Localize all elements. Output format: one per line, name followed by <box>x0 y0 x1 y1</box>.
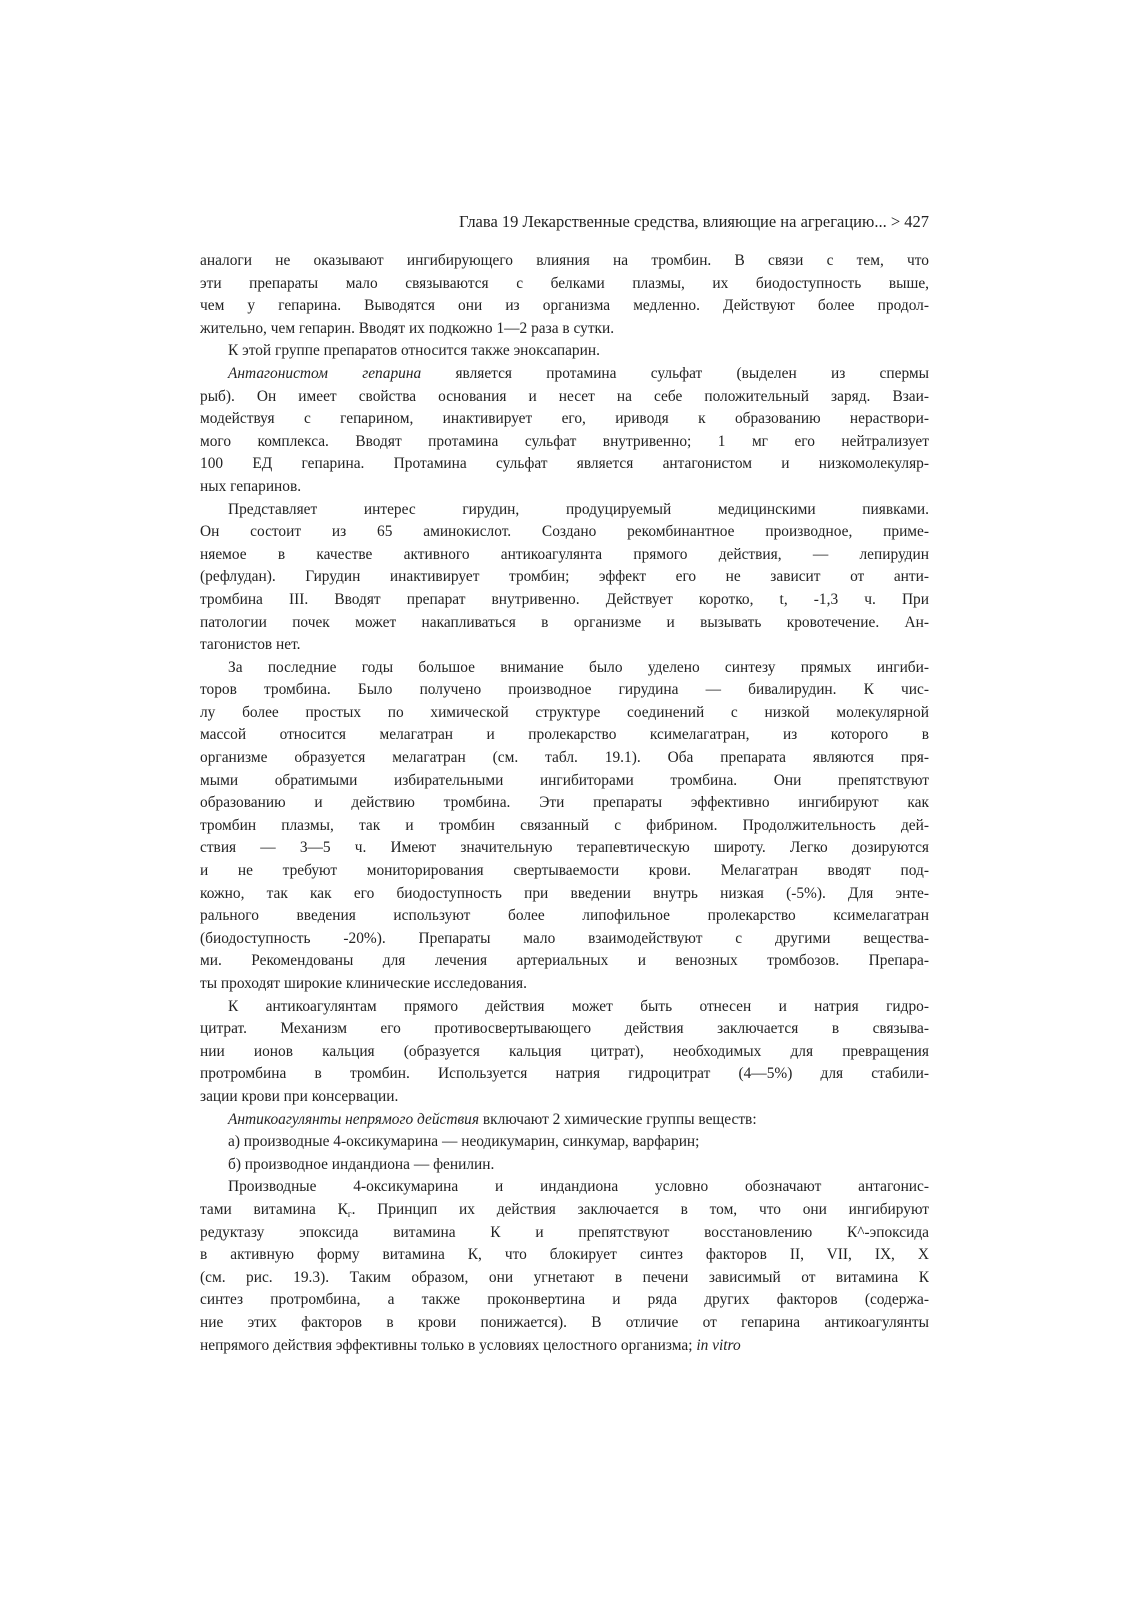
text-line: Он состоит из 65 аминокислот. Создано рекомбинантное производное, приме- <box>200 523 929 541</box>
text-line: синтез протромбина, а также проконвертина и ряда других факторов (содержа- <box>200 1291 929 1309</box>
running-header: Глава 19 Лекарственные средства, влияющие на агрегацию... > 427 <box>459 212 929 231</box>
text-line: К этой группе препаратов относится также эноксапарин. <box>228 342 600 360</box>
text-fragment: тами витамина К <box>200 1200 348 1218</box>
text-line: (см. рис. 19.3). Таким образом, они угнетают в печени зависимый от витамина К <box>200 1268 929 1286</box>
text-line: рального введения используют более липофильное пролекарство ксимелагатран <box>200 907 929 925</box>
text-line: и не требуют мониторирования свертываемости крови. Мелагатран вводят под- <box>200 862 929 880</box>
text-line: зации крови при консервации. <box>200 1087 399 1105</box>
text-line: модействуя с гепарином, инактивирует его, ириводя к образованию нераствори- <box>200 410 929 428</box>
text-line: тагонистов нет. <box>200 636 301 654</box>
text-line: протромбина в тромбин. Используется натрия гидроцитрат (4—5%) для стабили- <box>200 1065 929 1083</box>
text-line: торов тромбина. Было получено производное гирудина — бивалирудин. К чис- <box>200 681 929 699</box>
text-line <box>200 1109 929 1132</box>
text-line: Представляет интерес гирудин, продуцируемый медицинскими пиявками. <box>228 500 929 518</box>
italic-term: Антагонистом гепарина <box>228 364 422 382</box>
text-line <box>200 1199 929 1222</box>
text-fragment: включают 2 химические группы веществ: <box>479 1110 757 1128</box>
text-line: мого комплекса. Вводят протамина сульфат внутривенно; 1 мг его нейтрализует <box>200 432 929 450</box>
text-line: чем у гепарина. Выводятся они из организма медленно. Действуют более продол- <box>200 297 929 315</box>
text-line: организме образуется мелагатран (см. табл. 19.1). Оба препарата являются пря- <box>200 749 929 767</box>
text-fragment: . Принцип их действия заключается в том, что они ингибируют <box>351 1200 929 1218</box>
text-line: (биодоступность -20%). Препараты мало взаимодействуют с другими вещества- <box>200 929 929 947</box>
text-line: цитрат. Механизм его противосвертывающего действия заключается в связыва- <box>200 1020 929 1038</box>
text-line: (рефлудан). Гирудин инактивирует тромбин; эффект его не зависит от анти- <box>200 568 929 586</box>
text-line: нии ионов кальция (образуется кальция цитрат), необходимых для превращения <box>200 1042 929 1060</box>
text-line: тромбина III. Вводят препарат внутривенно. Действует коротко, t, -1,3 ч. При <box>200 590 929 608</box>
text-line: За последние годы большое внимание было уделено синтезу прямых ингиби- <box>228 658 929 676</box>
text-line: Производные 4-оксикумарина и индандиона условно обозначают антагонис- <box>228 1178 929 1196</box>
body-text <box>200 250 929 1357</box>
text-line: в активную форму витамина К, что блокирует синтез факторов II, VII, IX, X <box>200 1246 929 1264</box>
text-line: эти препараты мало связываются с белками плазмы, их биодоступность выше, <box>200 274 929 292</box>
text-line <box>200 1335 929 1358</box>
text-line: образованию и действию тромбина. Эти препараты эффективно ингибируют как <box>200 794 929 812</box>
text-line: редуктазу эпоксида витамина К и препятствуют восстановлению К^-эпоксида <box>200 1223 929 1241</box>
text-line: патологии почек может накапливаться в организме и вызывать кровотечение. Ан- <box>200 613 929 631</box>
text-line: аналоги не оказывают ингибирующего влияния на тромбин. В связи с тем, что <box>200 252 929 269</box>
text-line: К антикоагулянтам прямого действия может быть отнесен и натрия гидро- <box>228 997 929 1015</box>
text-line: ных гепаринов. <box>200 477 302 495</box>
text-line: 100 ЕД гепарина. Протамина сульфат является антагонистом и низкомолекуляр- <box>200 455 929 473</box>
text-fragment: является протамина сульфат (выделен из спермы <box>421 364 929 382</box>
text-line: тромбин плазмы, так и тромбин связанный с фибрином. Продолжительность дей- <box>200 816 929 834</box>
text-line: жительно, чем гепарин. Вводят их подкожно 1—2 раза в сутки. <box>200 319 615 337</box>
text-line: ние этих факторов в крови понижается). В отличие от гепарина антикоагулянты <box>200 1313 929 1331</box>
text-line: мыми обратимыми избирательными ингибиторами тромбина. Они препятствуют <box>200 771 929 789</box>
text-line: няемое в качестве активного антикоагулянта прямого действия, — лепирудин <box>200 545 929 563</box>
text-line: массой относится мелагатран и пролекарство ксимелагатран, из которого в <box>200 726 929 744</box>
list-item: б) производное индандиона — фенилин. <box>228 1155 495 1173</box>
text-fragment: непрямого действия эффективны только в условиях целостного организма; <box>200 1336 697 1354</box>
text-line <box>200 363 929 386</box>
text-line: рыб). Он имеет свойства основания и несет на себе положительный заряд. Взаи- <box>200 387 929 405</box>
text-line: ствия — 3—5 ч. Имеют значительную терапевтическую широту. Легко дозируются <box>200 839 929 857</box>
text-line: лу более простых по химической структуре соединений с низкой молекулярной <box>200 703 929 721</box>
text-line: ми. Рекомендованы для лечения артериальных и венозных тромбозов. Препара- <box>200 952 929 970</box>
text-line: ты проходят широкие клинические исследования. <box>200 975 527 992</box>
text-line: кожно, так как его биодоступность при введении внутрь низкая (-5%). Для энте- <box>200 884 929 902</box>
italic-term: in vitro <box>696 1336 741 1354</box>
italic-term: Антикоагулянты непрямого действия <box>228 1110 480 1128</box>
list-item: а) производные 4-оксикумарина — неодикумарин, синкумар, варфарин; <box>228 1133 700 1151</box>
subscript: г <box>347 1208 352 1219</box>
